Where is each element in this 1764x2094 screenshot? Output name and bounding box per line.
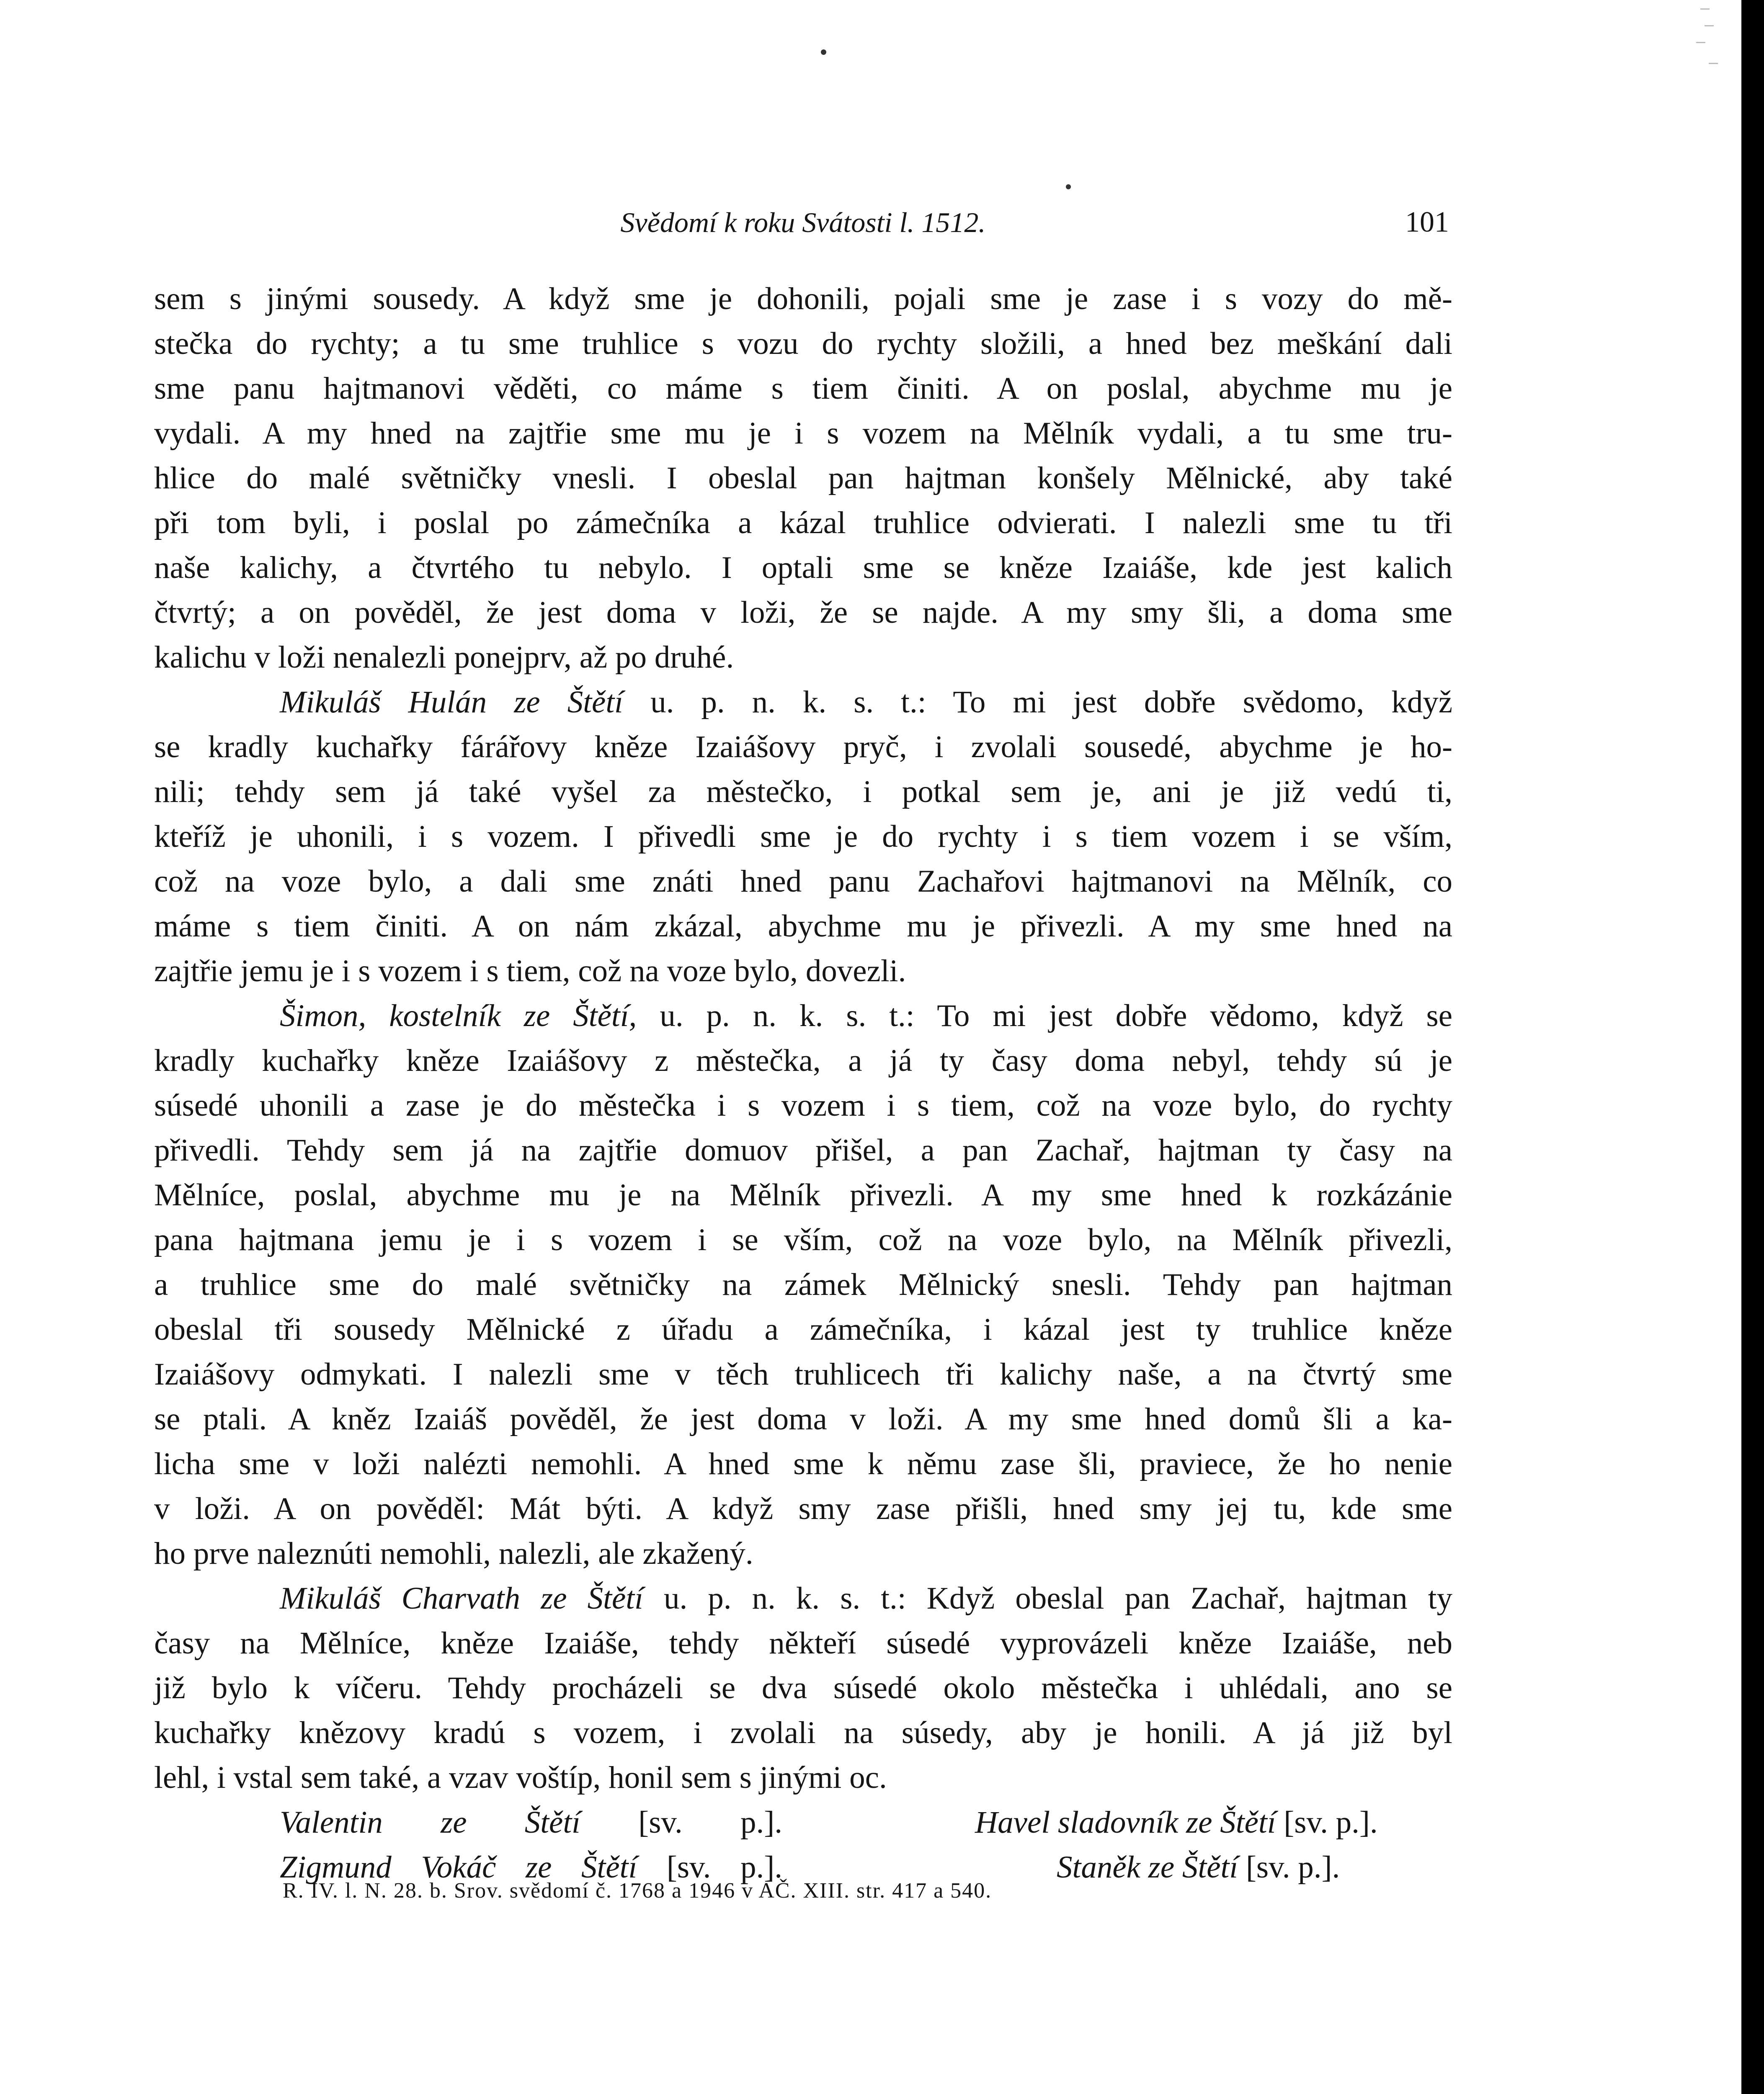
text-line: kteříž je uhonili, i s vozem. I přivedli sme je do rychty i s tiem vozem i se vším, bbox=[154, 819, 1452, 854]
testimony-text: u. p. n. k. s. t.: To mi jest dobře svědomo, když bbox=[650, 685, 1452, 719]
signature-note: [sv. p.]. bbox=[1284, 1805, 1378, 1840]
text-line: Mělníce, poslal, abychme mu je na Mělník přivezli. A my sme hned k rozkázánie bbox=[154, 1178, 1452, 1212]
edge-artifact bbox=[1700, 8, 1710, 10]
text-line: čtvrtý; a on pověděl, že jest doma v loži, že se najde. A my smy šli, a doma sme bbox=[154, 595, 1452, 630]
text-line: hlice do malé světničky vnesli. I obeslal pan hajtman konšely Mělnické, aby také bbox=[154, 461, 1452, 495]
text-line: přivedli. Tehdy sem já na zajtřie domuov přišel, a pan Zachař, hajtman ty časy na bbox=[154, 1133, 1452, 1168]
text-line: se ptali. A kněz Izaiáš pověděl, že jest doma v loži. A my sme hned domů šli a ka- bbox=[154, 1402, 1452, 1436]
testimony-simon bbox=[154, 993, 1452, 1576]
signature-note: [sv. p.]. bbox=[666, 1850, 782, 1885]
text-line: obeslal tři sousedy Mělnické z úřadu a zámečníka, i kázal jest ty truhlice kněze bbox=[154, 1312, 1452, 1347]
witness-name: Šimon, kostelník ze Štětí, bbox=[280, 998, 637, 1033]
text-line: sme panu hajtmanovi věděti, co máme s tiem činiti. A on poslal, abychme mu je bbox=[154, 371, 1452, 406]
scan-speck bbox=[1066, 184, 1071, 189]
text-line: kalichu v loži nenalezli ponejprv, až po druhé. bbox=[154, 640, 734, 675]
testimony-first-line bbox=[154, 680, 1452, 725]
text-line: což na voze bylo, a dali sme znáti hned panu Zachařovi hajtmanovi na Mělník, co bbox=[154, 864, 1452, 899]
text-line: kuchařky knězovy kradú s vozem, i zvolali na súsedy, aby je honili. A já již byl bbox=[154, 1715, 1452, 1750]
body-text bbox=[154, 276, 1452, 1890]
signature bbox=[782, 1800, 1378, 1845]
running-header bbox=[157, 204, 1449, 241]
text-line: lehl, i vstal sem také, a vzav voštíp, honil sem s jinými oc. bbox=[154, 1760, 887, 1795]
running-title: Svědomí k roku Svátosti l. 1512. bbox=[620, 206, 986, 238]
text-line: již bylo k víčeru. Tehdy procházeli se dva súsedé okolo městečka i uhlédali, ano se bbox=[154, 1671, 1452, 1705]
witness-name: Mikuláš Charvath ze Štětí bbox=[280, 1581, 643, 1616]
edge-artifact bbox=[1709, 63, 1718, 64]
text-line: v loži. A on pověděl: Mát býti. A když smy zase přišli, hned smy jej tu, kde sme bbox=[154, 1491, 1452, 1526]
text-line: a truhlice sme do malé světničky na zámek Mělnický snesli. Tehdy pan hajtman bbox=[154, 1267, 1452, 1302]
text-line: Izaiášovy odmykati. I nalezli sme v těch truhlicech tři kalichy naše, a na čtvrtý sme bbox=[154, 1357, 1452, 1392]
testimony-charvath bbox=[154, 1576, 1452, 1800]
signature bbox=[154, 1800, 782, 1845]
signature-note: [sv. p.]. bbox=[638, 1805, 783, 1840]
text-line: zajtřie jemu je i s vozem i s tiem, což na voze bylo, dovezli. bbox=[154, 954, 906, 988]
text-line: licha sme v loži nalézti nemohli. A hned sme k němu zase šli, praviece, že ho nenie bbox=[154, 1447, 1452, 1481]
signatory-name: Staněk ze Štětí bbox=[1057, 1850, 1238, 1885]
text-line: vydali. A my hned na zajtřie sme mu je i s vozem na Mělník vydali, a tu sme tru- bbox=[154, 416, 1452, 451]
testimony-hulan bbox=[154, 680, 1452, 993]
testimony-text: u. p. n. k. s. t.: To mi jest dobře vědomo, když se bbox=[660, 998, 1453, 1033]
signatory-name: Havel sladovník ze Štětí bbox=[975, 1805, 1276, 1840]
text-line: kradly kuchařky kněze Izaiášovy z městečka, a já ty časy doma nebyl, tehdy sú je bbox=[154, 1043, 1452, 1078]
text-line: súsedé uhonili a zase je do městečka i s vozem i s tiem, což na voze bylo, do rychty bbox=[154, 1088, 1452, 1123]
text-line: nili; tehdy sem já také vyšel za městečko, i potkal sem je, ani je již vedú ti, bbox=[154, 774, 1452, 809]
text-line: stečka do rychty; a tu sme truhlice s vozu do rychty složili, a hned bez meškání dali bbox=[154, 326, 1452, 361]
source-footnote: R. IV. l. N. 28. b. Srov. svědomí č. 1768 a 1946 v AČ. XIII. str. 417 a 540. bbox=[283, 1879, 992, 1903]
testimony-first-line bbox=[154, 1576, 1452, 1621]
signatory-name: Valentin ze Štětí bbox=[280, 1805, 581, 1840]
text-line: naše kalichy, a čtvrtého tu nebylo. I optali sme se kněze Izaiáše, kde jest kalich bbox=[154, 550, 1452, 585]
signature-note: [sv. p.]. bbox=[1246, 1850, 1340, 1885]
signature-row bbox=[154, 1800, 1452, 1845]
text-line: se kradly kuchařky fárářovy kněze Izaiášovy pryč, i zvolali sousedé, abychme je ho- bbox=[154, 730, 1452, 764]
testimony-first-line bbox=[154, 993, 1452, 1038]
text-line: při tom byli, i poslal po zámečníka a kázal truhlice odvierati. I nalezli sme tu tři bbox=[154, 505, 1452, 540]
scan-speck bbox=[821, 49, 826, 55]
testimony-text: u. p. n. k. s. t.: Když obeslal pan Zachař, hajtman ty bbox=[663, 1581, 1452, 1616]
edge-artifact bbox=[1696, 42, 1705, 43]
text-line: pana hajtmana jemu je i s vozem i se vším, což na voze bylo, na Mělník přivezli, bbox=[154, 1222, 1452, 1257]
text-line: máme s tiem činiti. A on nám zkázal, abychme mu je přivezli. A my sme hned na bbox=[154, 909, 1452, 944]
signatory-name: Zigmund Vokáč ze Štětí bbox=[280, 1850, 637, 1885]
edge-artifact bbox=[1705, 25, 1714, 26]
witness-name: Mikuláš Hulán ze Štětí bbox=[280, 685, 624, 719]
text-line: sem s jinými sousedy. A když sme je dohonili, pojali sme je zase i s vozy do mě- bbox=[154, 281, 1452, 316]
text-line: ho prve naleznúti nemohli, nalezli, ale zkažený. bbox=[154, 1536, 753, 1571]
text-line: časy na Mělníce, kněze Izaiáše, tehdy někteří súsedé vyprovázeli kněze Izaiáše, neb bbox=[154, 1626, 1452, 1661]
page-number: 101 bbox=[1405, 206, 1449, 238]
paragraph-intro bbox=[154, 276, 1452, 680]
